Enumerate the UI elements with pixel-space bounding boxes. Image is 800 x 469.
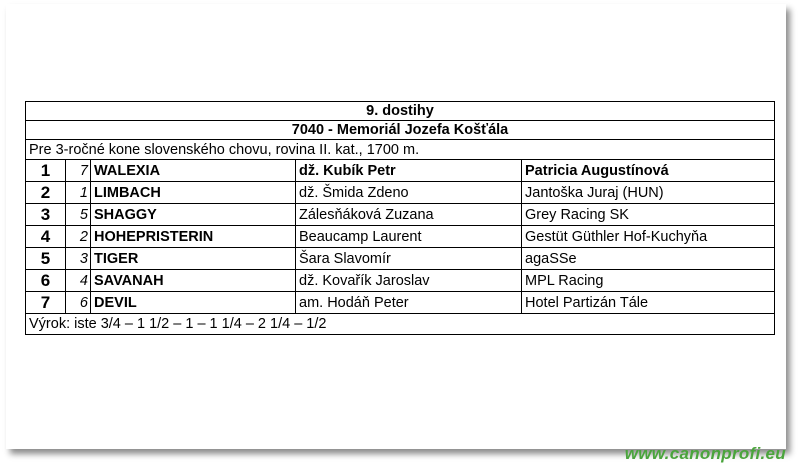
owner-cell: MPL Racing (522, 270, 775, 292)
owner-cell: agaSSe (522, 248, 775, 270)
number-cell: 3 (66, 248, 91, 270)
number-cell: 7 (66, 160, 91, 182)
horse-cell: LIMBACH (91, 182, 296, 204)
table-row (26, 226, 775, 248)
place-cell: 1 (26, 160, 66, 182)
owner-cell: Gestüt Güthler Hof-Kuchyňa (522, 226, 775, 248)
race-title: 9. dostihy (26, 102, 775, 121)
jockey-cell: Zálesňáková Zuzana (296, 204, 522, 226)
number-cell: 6 (66, 292, 91, 314)
horse-cell: HOHEPRISTERIN (91, 226, 296, 248)
horse-cell: SAVANAH (91, 270, 296, 292)
race-conditions: Pre 3-ročné kone slovenského chovu, rovina II. kat., 1700 m. (26, 140, 775, 160)
owner-cell: Hotel Partizán Tále (522, 292, 775, 314)
place-cell: 5 (26, 248, 66, 270)
horse-cell: WALEXIA (91, 160, 296, 182)
table-row (26, 292, 775, 314)
results-table (25, 101, 775, 335)
race-conditions-row (26, 140, 775, 160)
jockey-cell: dž. Šmida Zdeno (296, 182, 522, 204)
place-cell: 4 (26, 226, 66, 248)
jockey-cell: dž. Kubík Petr (296, 160, 522, 182)
horse-cell: SHAGGY (91, 204, 296, 226)
owner-cell: Grey Racing SK (522, 204, 775, 226)
verdict-row (26, 314, 775, 335)
horse-cell: DEVIL (91, 292, 296, 314)
place-cell: 7 (26, 292, 66, 314)
table-row (26, 270, 775, 292)
place-cell: 3 (26, 204, 66, 226)
watermark: www.canonprofi.eu (624, 444, 786, 463)
number-cell: 1 (66, 182, 91, 204)
number-cell: 2 (66, 226, 91, 248)
jockey-cell: Beaucamp Laurent (296, 226, 522, 248)
number-cell: 5 (66, 204, 91, 226)
number-cell: 4 (66, 270, 91, 292)
race-name-row (26, 121, 775, 140)
owner-cell: Patricia Augustínová (522, 160, 775, 182)
horse-cell: TIGER (91, 248, 296, 270)
place-cell: 6 (26, 270, 66, 292)
table-row (26, 182, 775, 204)
jockey-cell: Šara Slavomír (296, 248, 522, 270)
owner-cell: Jantoška Juraj (HUN) (522, 182, 775, 204)
race-name: 7040 - Memoriál Jozefa Košťála (26, 121, 775, 140)
race-title-row (26, 102, 775, 121)
jockey-cell: dž. Kovařík Jaroslav (296, 270, 522, 292)
table-row (26, 160, 775, 182)
place-cell: 2 (26, 182, 66, 204)
verdict-text: Výrok: iste 3/4 – 1 1/2 – 1 – 1 1/4 – 2 1/4 – 1/2 (26, 314, 775, 335)
table-row (26, 204, 775, 226)
jockey-cell: am. Hodáň Peter (296, 292, 522, 314)
table-row (26, 248, 775, 270)
